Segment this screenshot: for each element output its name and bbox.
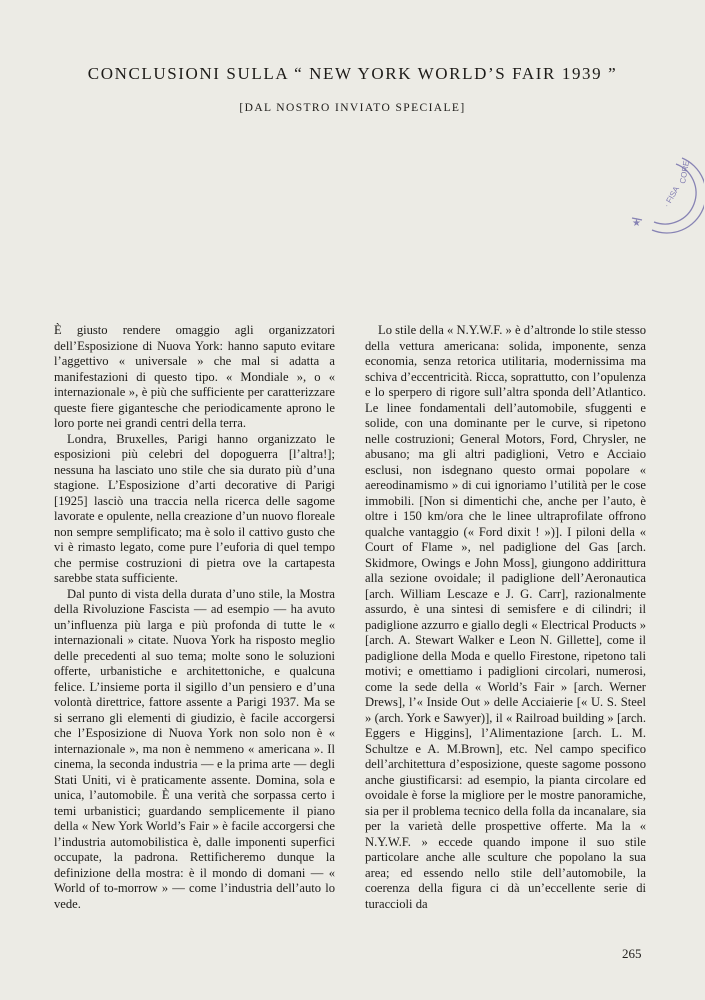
paragraph: Londra, Bruxelles, Parigi hanno organizzato le esposizioni più celebri del dopoguerra [l’altra!]; nessuna ha lasciato uno stile che sia durato più d’una stagione. L’Esposizione d’arti decorative di Parigi [1925] lasciò una traccia nella ricerca delle sagome lavorate e opulente, nella creazione d’un nuovo floreale non sempre semplificato; ma è solo il cattivo gusto che vi è rimasto legato, come pure l’euforia di quel tempo che permise costruzioni di pietra ove la cartapesta sarebbe stata sufficiente. [54,431,335,585]
svg-text:CORE: CORE [678,160,691,185]
svg-text:★: ★ [632,218,641,229]
library-stamp [612,148,704,240]
page-number: 265 [622,946,642,961]
paragraph: È giusto rendere omaggio agli organizzatori dell’Esposizione di Nuova York: hanno saputo evitare l’aggettivo « universale » che mal si adatta a manifestazioni di questo tipo. « Mondiale », o « internazionale », è più che sufficiente per caratterizzare queste fiere gigantesche che periodicamente aprono le loro porte nei grandi centri della terra. [54,323,335,430]
article-subtitle: [DAL NOSTRO INVIATO SPECIALE] [239,102,466,114]
text-column-left [54,323,335,912]
text-column-right [365,323,646,912]
article-title: CONCLUSIONI SULLA “ NEW YORK WORLD’S FAIR 1939 ” [87,64,618,83]
svg-text:· FISA: · FISA [661,184,682,209]
paragraph: Dal punto di vista della durata d’uno stile, la Mostra della Rivoluzione Fascista — ad esempio — ha avuto un’influenza più larga e più profonda di tutte le « internazionali » citate. Nuova York ha risposto meglio delle precedenti al suo tema; molte sono le soluzioni offerte, urbanistiche e architettoniche, e qualcuna felice. L’insieme porta il sigillo d’un pensiero e d’una volontà direttrice, fattore assente a Parigi 1937. Ma se si serrano gli elementi di giudizio, è facile accorgersi che l’Esposizione di Nuova York non solo non è « internazionale », ma non è nemmeno « americana ». Il cinema, la seconda industria — e la prima arte — degli Stati Uniti, vi è praticamente assente. Domina, sola e unica, l’automobile. È una verità che sorpassa certo i temi urbanistici; guardando semplicemente il piano della « New York World’s Fair » è facile accorgersi che l’industria automobilistica è, dalle imponenti superfici occupate, la padrona. Rettificheremo dunque la definizione della mostra: è il mondo di domani — « World of to-morrow » — come l’industria dell’auto lo vede. [54,586,335,911]
paragraph: Lo stile della « N.Y.W.F. » è d’altronde lo stile stesso della vettura americana: solida, imponente, senza economia, senza retorica utilitaria, modernissima ma schiva d’eccentricità. Ricca, soprattutto, con l’opulenza e lo sperpero di rigore sull’altra sponda dell’Atlantico. Le linee fondamentali dell’automobile, sfuggenti e solide, con una dominante per le curve, si ripetono nelle costruzioni; General Motors, Ford, Chrysler, ne abusano; ma gli altri padiglioni, Vetro e Acciaio esclusi, non isdegnano questo ormai popolare « aereodinamismo » di cui ignoriamo l’utilità per le cose immobili. [Non si dimentichi che, anche per l’auto, è oltre i 150 km/ora che le linee ultraprofilate offrono qualche vantaggio (« Ford dixit ! »)]. I piloni della « Court of Flame », nel padiglione del Gas [arch. Skidmore, Owings e John Moss], giungono addirittura alla sezione ovoidale; il padiglione dell’Aeronautica [arch. William Lescaze e J. G. Carr], razionalmente assurdo, è una sintesi di semisfere e di cilindri; il padiglione azzurro e giallo degli « Electrical Products » [arch. A. Stewart Walker e Leon N. Gillette], come il padiglione della Moda e quello Firestone, ripetono tali motivi; e omettiamo i padiglioni circolari, numerosi, come la sede della « World’s Fair » [arch. Werner Drews], l’« Inside Out » delle Acciaierie [« U. S. Steel » (arch. York e Sawyer)], il « Railroad building » [arch. Eggers e Higgins], l’Alimentazione [arch. L. M. Schultze e A. M.Brown], etc. Nel campo specifico dell’architettura d’esposizione, queste sagome possono anche giustificarsi: ad esempio, la pianta circolare ed ovoidale è forse la migliore per le mostre panoramiche, sia per il problema tecnico della folla da incanalare, sia per la varietà delle prospettive offerte. Ma la « N.Y.W.F. » eccede quando impone il suo stile particolare anche alle sculture che popolano la sua area; ed essendo nello stile dell’automobile, la coerenza della figura ci dà un’eccellente serie di turaccioli da [365,323,646,911]
